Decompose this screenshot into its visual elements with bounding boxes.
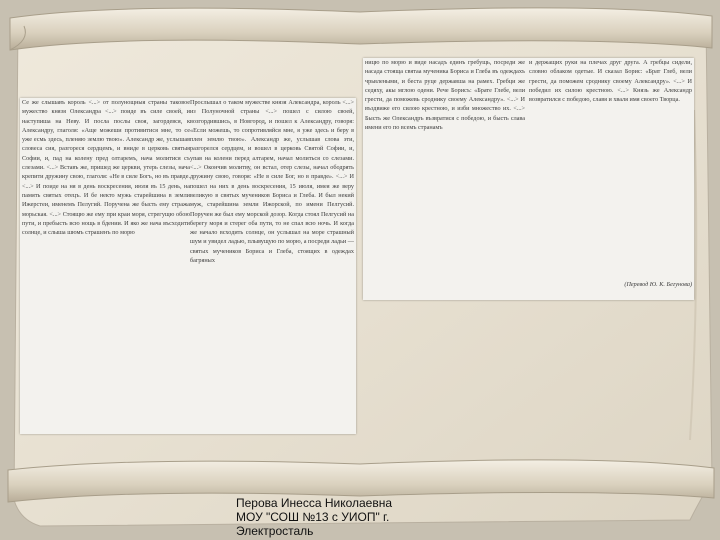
book-page-right [363,58,694,300]
modern-translation-column: и держащих руки на плечах друг друга. А гребцы сидели, словно облаком одетые. И сказал Борис: «Брат Глеб, вели грести, да поможем сроднику своему Александру». <...> И победил их силою крестною. <...> Князь же Александр возвратился с победою, славя и хваля имя своего Творца. [529,59,692,104]
modern-translation-column: Прослышал о таком мужестве князя Александра, король <...> из Полуночной страны <...> пошел с силою своей, возгордившись, в Новгород, и пошел к Александру, говоря: «Если можешь, то сопротивляйся мне, я уже здесь и беру в плен землю твою». Александр же, услышав слова эти, разгорелся сердцем, и вошел в церковь Святой Софии, и, упав на колени перед алтарем, начал молиться со слезами. <...> Окончив молитву, он встал, отер слезы, начал ободрять дружину свою, говоря: «Не в силе Бог, но в правде». <...> И пошел на них в день воскресения, 15 июля, имея же веру великую в святых мучеников Бориса и Глеба. И был некий муж, старейшина земли Ижорской, по имени Пелгусий. Поручен же был ему морской дозор. Когда стоял Пелгусий на берегу моря и стерег оба пути, то не спал всю ночь. И когда же начало всходить солнце, он услышал на море страшный шум и увидел ладью, плывущую по морю, а посреди ладьи — святых мучеников Бориса и Глеба, стоящих в одеждах багряных [190,99,354,265]
translator-credit: (Перевод Ю. К. Бегунова) [624,281,692,288]
scroll-panel [6,6,714,534]
author-name: Перова Инесса Николаевна [236,496,393,510]
school-name: МОУ "СОШ №13 с УИОП" г. [236,510,390,524]
city-name: Электросталь [236,524,314,538]
book-page-left [20,98,356,434]
old-russian-text-column: Се же слышавъ король <...> от полунощныя страны таковое мужество князя Олександра <...> поиде въ силе своей, и наступиша на Неву. И посла послы своя, загордевся, к Александру, глаголя: «Аще можеши противитися мне, то се уже есмь здесь, пленяю землю твою». Александр же, услышав словеса сия, разгореся сердцемъ, и вниде в церковь святыя Софии, и, пад на колену пред олтаремъ, нача молитися съ слезами. <...> Вставъ же, пришед же церкви, утерь слезы, нача крепити дружину свою, глаголя: «Не в силе Богъ, но въ правде. <...> И поиде на ня в день воскресения, июля въ 15 день, на память святых отецъ. И бе некто мужь старейшина в земли Ижерстеи, именемъ Пелугий. Поручена же бысть ему стража морьская. <...> Стоящю же ему при краи моря, стрегущю обою пути, и пребысть всю нощь в бдении. И яко же нача въсходити солнце, и слыша шюмъ страшенъ по морю [22,99,190,237]
old-russian-text-column: ницю по морю и виде насадъ единъ гребущь, посреди же насада стояща святаа мученика Бориса и Глеба въ одеждахъ чрьвлеными, и беста руце державша на рамех. Гребци же седяху, акы мглою одени. Рече Борисъ: «Брате Глебе, вели грести, да поможевь сроднику своему Александру». <...> И въздвиже его силою крестною, и изби множество их. <...> Бысть же Олександръ възвратися с победою, и бысть слава имени его по всемъ странамъ [365,59,525,132]
author-caption [236,496,466,538]
